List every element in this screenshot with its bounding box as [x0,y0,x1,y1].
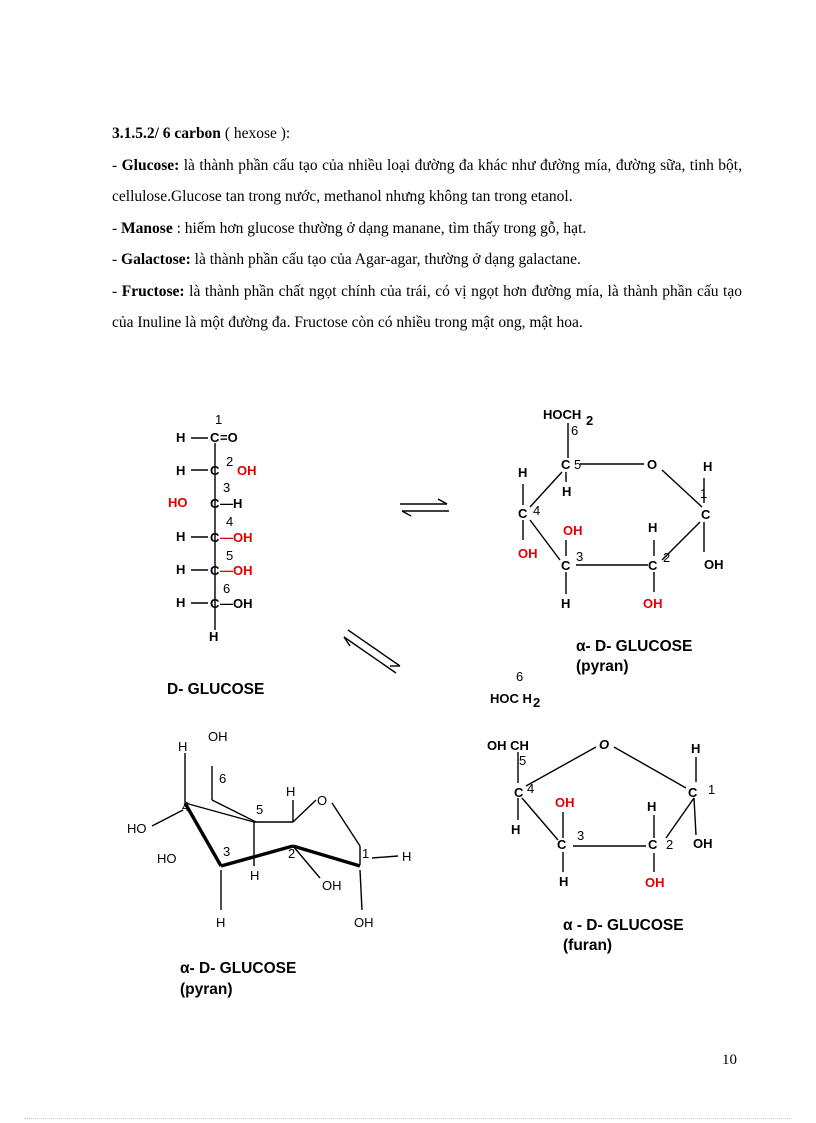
chair-pyran-labels [127,729,411,930]
svg-text:OH: OH [518,546,538,561]
svg-text:5: 5 [574,457,582,472]
svg-text:C: C [701,507,711,522]
svg-text:5: 5 [256,802,264,817]
caption-alpha-furan: α - D- GLUCOSE [563,917,684,934]
svg-text:H: H [176,430,186,445]
svg-text:OH: OH [693,836,713,851]
chair-pyran-bonds [152,753,398,910]
svg-text:H: H [518,465,528,480]
svg-text:OH: OH [704,557,724,572]
svg-text:4: 4 [527,781,535,796]
svg-text:H: H [209,629,219,644]
svg-text:HO: HO [168,495,188,510]
svg-text:—OH: —OH [220,596,253,611]
svg-text:O: O [317,793,328,808]
svg-text:1: 1 [708,782,716,797]
svg-text:C: C [210,430,220,445]
svg-text:1: 1 [700,486,708,501]
svg-text:OH CH: OH CH [487,738,529,753]
svg-text:2: 2 [288,846,296,861]
haworth-furan-labels [487,669,715,890]
svg-text:C: C [210,596,220,611]
svg-text:H: H [176,595,186,610]
svg-text:4: 4 [226,514,234,529]
svg-text:OH: OH [563,523,583,538]
svg-text:4: 4 [533,503,541,518]
haworth-pyran-labels [518,407,724,611]
svg-text:3: 3 [223,480,231,495]
svg-text:3: 3 [223,844,231,859]
svg-text:5: 5 [519,753,527,768]
svg-text:O: O [647,457,658,472]
svg-text:H: H [559,874,569,889]
svg-text:2: 2 [533,695,541,710]
caption-alpha-pyran-bottom: α- D- GLUCOSE [180,960,297,977]
page-bottom-rule [24,1118,792,1119]
svg-text:H: H [562,484,572,499]
svg-text:H: H [402,849,412,864]
list-item: - Fructose: là thành phần chất ngọt chính của trái, có vị ngọt hơn đường mía, là thành phần cấu tạo của Inuline là một đường đa. Fructose còn có nhiều trong mật ong, mật hoa. [112,282,742,331]
svg-text:6: 6 [571,423,579,438]
svg-text:C: C [648,558,658,573]
svg-text:H: H [176,529,186,544]
page-number: 10 [722,1052,737,1068]
svg-text:—H: —H [220,496,243,511]
svg-text:OH: OH [645,875,665,890]
fischer-labels [168,412,257,644]
svg-text:H: H [511,822,521,837]
svg-text:H: H [648,520,658,535]
caption-pyran-top-sub: (pyran) [576,658,629,675]
caption-furan-sub: (furan) [563,937,613,954]
svg-text:1: 1 [215,412,223,427]
svg-text:OH: OH [555,795,575,810]
svg-text:C: C [210,463,220,478]
chair-pyran-wedge-bonds [185,803,360,866]
equilibrium-arrow-diagonal [344,630,400,673]
caption-d-glucose: D- GLUCOSE [167,681,265,698]
svg-text:OH: OH [322,878,342,893]
svg-text:HO: HO [127,821,147,836]
svg-text:6: 6 [516,669,524,684]
svg-text:H: H [176,562,186,577]
svg-text:3: 3 [576,549,584,564]
svg-text:H: H [216,915,226,930]
section-heading: 3.1.5.2/ 6 carbon ( hexose ): [112,125,291,142]
svg-text:H: H [250,868,260,883]
svg-text:4: 4 [182,799,190,814]
svg-text:H: H [691,741,701,756]
list-item: - Manose : hiếm hơn glucose thường ở dạng manane, tìm thấy trong gỗ, hạt. [112,219,587,237]
svg-text:6: 6 [223,581,231,596]
svg-text:OH: OH [208,729,228,744]
svg-text:1: 1 [362,846,370,861]
haworth-pyran-bonds [523,423,704,594]
svg-text:C: C [557,837,567,852]
svg-text:—OH: —OH [220,563,253,578]
svg-text:2: 2 [226,454,234,469]
svg-text:2: 2 [586,413,594,428]
svg-text:C: C [518,506,528,521]
svg-text:H: H [561,596,571,611]
list-item: - Galactose: là thành phần cấu tạo của Agar-agar, thường ở dạng galactane. [112,251,581,268]
haworth-furan-bonds [518,747,696,872]
svg-text:C: C [210,563,220,578]
svg-text:—OH: —OH [220,530,253,545]
svg-text:C: C [210,530,220,545]
svg-text:3: 3 [577,828,585,843]
caption-pyran-bottom-sub: (pyran) [180,981,233,998]
svg-text:H: H [176,463,186,478]
caption-alpha-pyran-top: α- D- GLUCOSE [576,638,693,655]
svg-text:2: 2 [666,837,674,852]
svg-text:H: H [647,799,657,814]
equilibrium-arrow-horizontal [400,499,449,516]
svg-text:HO: HO [157,851,177,866]
svg-text:C: C [561,457,571,472]
svg-text:H: H [286,784,296,799]
svg-text:C: C [210,496,220,511]
svg-text:C: C [561,558,571,573]
svg-text:C: C [648,837,658,852]
list-item: - Glucose: là thành phần cấu tạo của nhiều loại đường đa khác như đường mía, đường sữa, tinh bột, cellulose.Glucose tan trong nước, methanol nhưng không tan trong etanol. [112,156,742,205]
svg-text:OH: OH [643,596,663,611]
svg-text:2: 2 [663,550,671,565]
svg-text:C: C [688,785,698,800]
svg-text:H: H [178,739,188,754]
svg-text:5: 5 [226,548,234,563]
svg-text:O: O [599,737,610,752]
svg-text:OH: OH [354,915,374,930]
svg-text:=O: =O [220,430,238,445]
svg-text:OH: OH [237,463,257,478]
svg-text:H: H [703,459,713,474]
svg-text:C: C [514,785,524,800]
svg-text:HOC H: HOC H [490,691,532,706]
svg-text:6: 6 [219,771,227,786]
svg-text:HOCH: HOCH [543,407,582,422]
